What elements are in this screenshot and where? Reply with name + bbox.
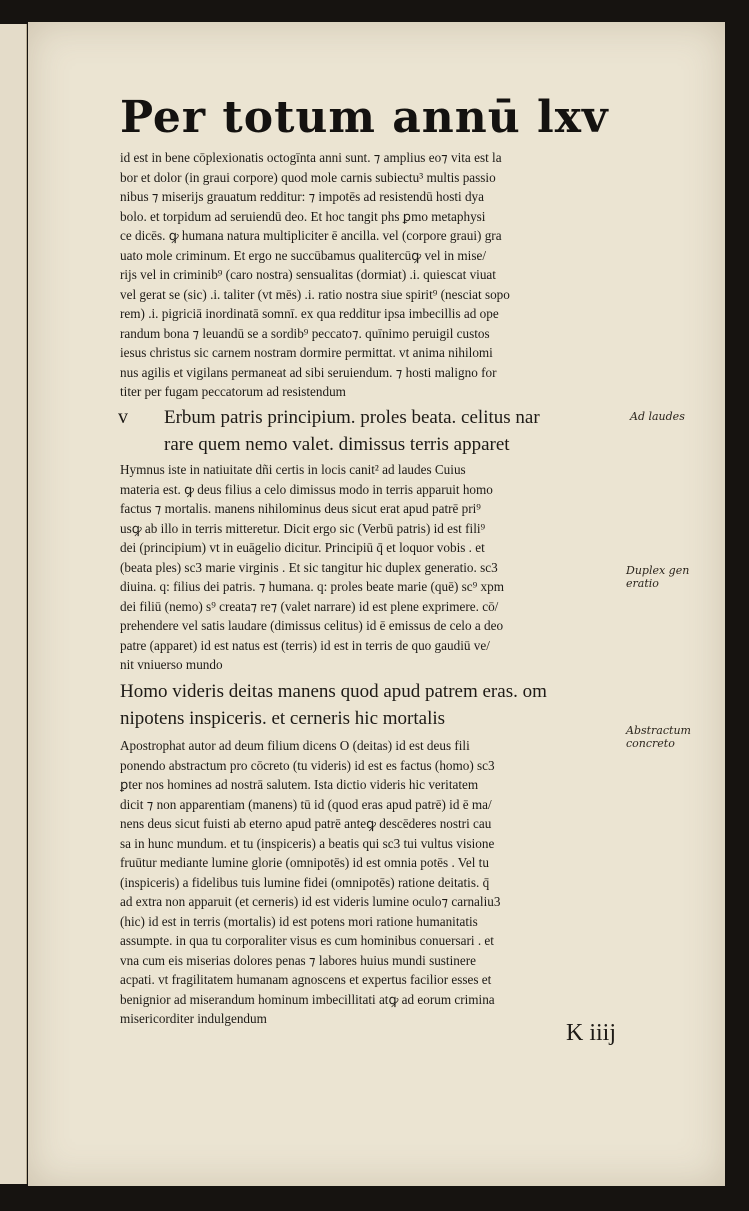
- text-line: dei filiū (nemo) s⁹ creata⁊ re⁊ (valet narrare) id est plene exprimere. cō/: [120, 598, 499, 614]
- text-line: nibus ⁊ miserijs grauatum redditur: ⁊ impotēs ad resistendū hosti dya: [120, 189, 484, 204]
- text-line: materia est. ꝙ deus filius a celo dimissus modo in terris apparuit homo: [120, 481, 493, 497]
- note-line: concreto: [626, 737, 675, 750]
- text-line: assumpte. in qua tu corporaliter visus es cum hominibus conuersari . et: [120, 933, 494, 948]
- text-line: iesus christus sic carnem nostram dormire permittat. vt anima nihilomi: [120, 345, 493, 360]
- text-line: rem) .i. pigriciā inordinatā somnī. ex qua redditur ipsa imbecillis ad ope: [120, 306, 499, 321]
- text-line: titer per fugam peccatorum ad resistendum: [120, 384, 346, 399]
- text-line: ad extra non apparuit (et cerneris) id est videris lumine oculo⁊ carnaliu3: [120, 894, 501, 909]
- text-line: (inspiceris) a fidelibus tuis lumine fidei (omnipotēs) ratione deitatis. q̄: [120, 874, 490, 890]
- text-line: fruūtur mediante lumine glorie (omnipotēs) id est omnia potēs . Vel tu: [120, 855, 489, 870]
- text-line: ce dicēs. ꝙ humana natura multipliciter ē ancilla. vel (corpore graui) gra: [120, 228, 502, 243]
- text-line: nens deus sicut fuisti ab eterno apud patrē anteꝙ descēderes nostri cau: [120, 816, 492, 831]
- running-head: Per totum annū lxv: [120, 92, 609, 143]
- text-line: uato mole criminum. Et ergo ne succūbamus qualitercūꝙ vel in mise/: [120, 247, 486, 263]
- marginal-note-3: [626, 724, 691, 750]
- text-line: dicit ⁊ non apparentiam (manens) tū id (quod eras apud patrē) id ē ma/: [120, 796, 492, 812]
- text-line: rijs vel in criminib⁹ (caro nostra) sensualitas (dormiat) .i. quiescat viuat: [120, 267, 496, 282]
- text-line: Hymnus iste in natiuitate dñi certis in locis canit² ad laudes Cuius: [120, 462, 466, 477]
- text-line: bolo. et torpidum ad seruiendū deo. Et hoc tangit phs ꝑmo metaphysi: [120, 208, 486, 224]
- text-line: (hic) id est in terris (mortalis) id est potens mori ratione humanitatis: [120, 913, 478, 929]
- note-line: eratio: [626, 577, 659, 590]
- text-line: nit vniuerso mundo: [120, 657, 223, 672]
- verse-line: nipotens inspiceris. et cerneris hic mortalis: [120, 708, 446, 729]
- book-page: [28, 22, 725, 1186]
- commentary-paragraph-1: [120, 148, 650, 402]
- note-line: Duplex gen: [626, 564, 690, 577]
- text-line: usꝙ ab illo in terris mitteretur. Dicit ergo sic (Verbū patris) id est fili⁹: [120, 520, 486, 536]
- text-line: factus ⁊ mortalis. manens nihilominus deus sicut erat apud patrē pri⁹: [120, 501, 481, 516]
- verse-initial-letter: v: [118, 406, 128, 428]
- hymn-verse-2: [120, 678, 650, 732]
- facing-page-edge: [0, 24, 27, 1184]
- text-line: misericorditer indulgendum: [120, 1011, 267, 1026]
- text-line: id est in bene cōplexionatis octogīnta anni sunt. ⁊ amplius eo⁊ vita est la: [120, 150, 502, 165]
- verse-line: Erbum patris principium. proles beata. celitus nar: [164, 407, 540, 428]
- text-line: acpati. vt fragilitatem humanam agnoscens et expertus facilior esses et: [120, 972, 492, 987]
- note-line: Abstractum: [626, 724, 691, 737]
- commentary-paragraph-2: [120, 460, 650, 675]
- text-line: benignior ad miserandum hominum imbecillitati atꝙ ad eorum crimina: [120, 991, 495, 1007]
- text-line: patre (apparet) id est natus est (terris) id est in terris de quo gaudiū ve/: [120, 637, 490, 653]
- text-line: randum bona ⁊ leuandū se a sordib⁹ peccato⁊. quīnimo peruigil custos: [120, 325, 490, 341]
- text-line: bor et dolor (in graui corpore) quod mole carnis subiectu³ multis passio: [120, 169, 496, 185]
- text-line: vna cum eis miserias dolores penas ⁊ labores huius mundi sustinere: [120, 952, 476, 968]
- marginal-note-1: [630, 410, 685, 423]
- text-line: diuina. q: filius dei patris. ⁊ humana. q: proles beate marie (quē) sc⁹ xpm: [120, 579, 504, 594]
- marginal-note-2: [626, 564, 689, 590]
- text-line: vel gerat se (sic) .i. taliter (vt mēs) .i. ratio nostra siue spirit⁹ (nesciat sopo: [120, 286, 510, 302]
- text-line: nus agilis et vigilans permaneat ad sibi seruiendum. ⁊ hosti maligno for: [120, 364, 497, 380]
- commentary-paragraph-3: [120, 736, 650, 1029]
- text-line: (beata ples) sc3 marie virginis . Et sic tangitur hic duplex generatio. sc3: [120, 559, 498, 575]
- verse-line: rare quem nemo valet. dimissus terris apparet: [164, 434, 510, 455]
- text-line: sa in hunc mundum. et tu (inspiceris) a beatis qui sc3 tui vultus visione: [120, 835, 495, 851]
- text-line: ponendo abstractum pro cōcreto (tu videris) id est es factus (homo) sc3: [120, 757, 495, 773]
- text-line: dei (principium) vt in euāgelio dicitur. Principiū q̄ et loquor vobis . et: [120, 540, 485, 555]
- hymn-verse-1: [164, 404, 654, 458]
- text-line: Apostrophat autor ad deum filium dicens O (deitas) id est deus fili: [120, 738, 470, 753]
- text-line: ꝑter nos homines ad nostrā salutem. Ista dictio videris hic veritatem: [120, 777, 479, 792]
- signature-mark: K iiij: [566, 1020, 617, 1046]
- verse-line: Homo videris deitas manens quod apud patrem eras. om: [120, 681, 547, 702]
- note-line: Ad laudes: [630, 410, 685, 423]
- text-line: prehendere vel satis laudare (dimissus celitus) id ē emissus de celo a deo: [120, 618, 504, 633]
